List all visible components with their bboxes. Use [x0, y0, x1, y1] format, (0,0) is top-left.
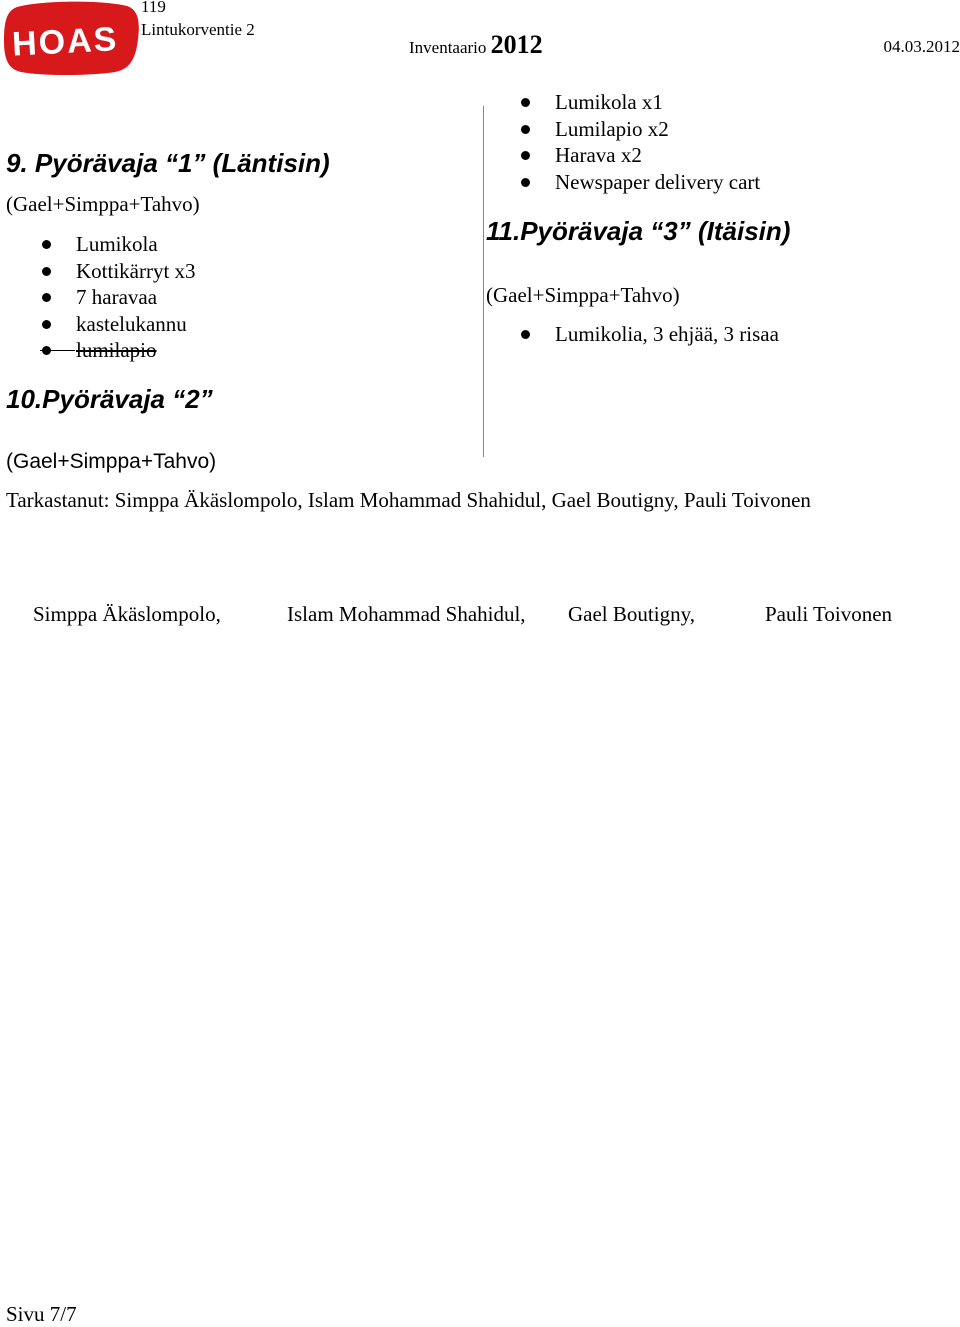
inventory-label: Inventaario	[409, 38, 486, 57]
bullet-icon	[42, 267, 51, 276]
section-11-heading: 11.Pyörävaja “3” (Itäisin)	[486, 216, 790, 247]
signature-name: Islam Mohammad Shahidul,	[287, 602, 526, 627]
bullet-icon	[521, 151, 530, 160]
section-9-heading: 9. Pyörävaja “1” (Läntisin)	[6, 148, 330, 179]
property-address: Lintukorventie 2	[141, 20, 255, 40]
inventory-title	[409, 30, 543, 60]
bullet-icon	[521, 125, 530, 134]
hoas-logo	[3, 1, 139, 75]
bullet-icon	[521, 330, 530, 339]
section-11-list	[555, 321, 779, 348]
section-9-group: (Gael+Simppa+Tahvo)	[6, 192, 200, 217]
list-item-struck: lumilapio	[76, 337, 196, 364]
document-date: 04.03.2012	[884, 37, 960, 57]
signature-name: Gael Boutigny,	[568, 602, 695, 627]
signature-name: Pauli Toivonen	[765, 602, 892, 627]
inventory-year: 2012	[491, 30, 543, 59]
section-10-heading: 10.Pyörävaja “2”	[6, 384, 213, 415]
list-item: Lumilapio x2	[555, 116, 760, 143]
list-item: kastelukannu	[76, 311, 196, 338]
bullet-icon	[521, 98, 530, 107]
column-divider	[483, 106, 484, 457]
list-item: 7 haravaa	[76, 284, 196, 311]
signature-name: Simppa Äkäslompolo,	[33, 602, 221, 627]
list-item: Lumikola x1	[555, 89, 760, 116]
list-item: Kottikärryt x3	[76, 258, 196, 285]
strikethrough-line	[40, 350, 75, 351]
bullet-icon	[42, 320, 51, 329]
list-item: Lumikolia, 3 ehjää, 3 risaa	[555, 321, 779, 348]
bullet-icon	[42, 240, 51, 249]
section-10-group: (Gael+Simppa+Tahvo)	[6, 450, 216, 474]
list-item: Lumikola	[76, 231, 196, 258]
page-number: Sivu 7/7	[6, 1302, 77, 1327]
svg-text:HOAS: HOAS	[11, 20, 119, 64]
bullet-icon	[42, 293, 51, 302]
list-item: Harava x2	[555, 142, 760, 169]
right-column-list	[555, 89, 760, 195]
list-item: Newspaper delivery cart	[555, 169, 760, 196]
bullet-icon	[521, 178, 530, 187]
section-11-group: (Gael+Simppa+Tahvo)	[486, 283, 680, 308]
section-9-list	[76, 231, 196, 364]
checked-by: Tarkastanut: Simppa Äkäslompolo, Islam Mohammad Shahidul, Gael Boutigny, Pauli Toivonen	[6, 488, 811, 513]
property-number: 119	[141, 0, 166, 17]
